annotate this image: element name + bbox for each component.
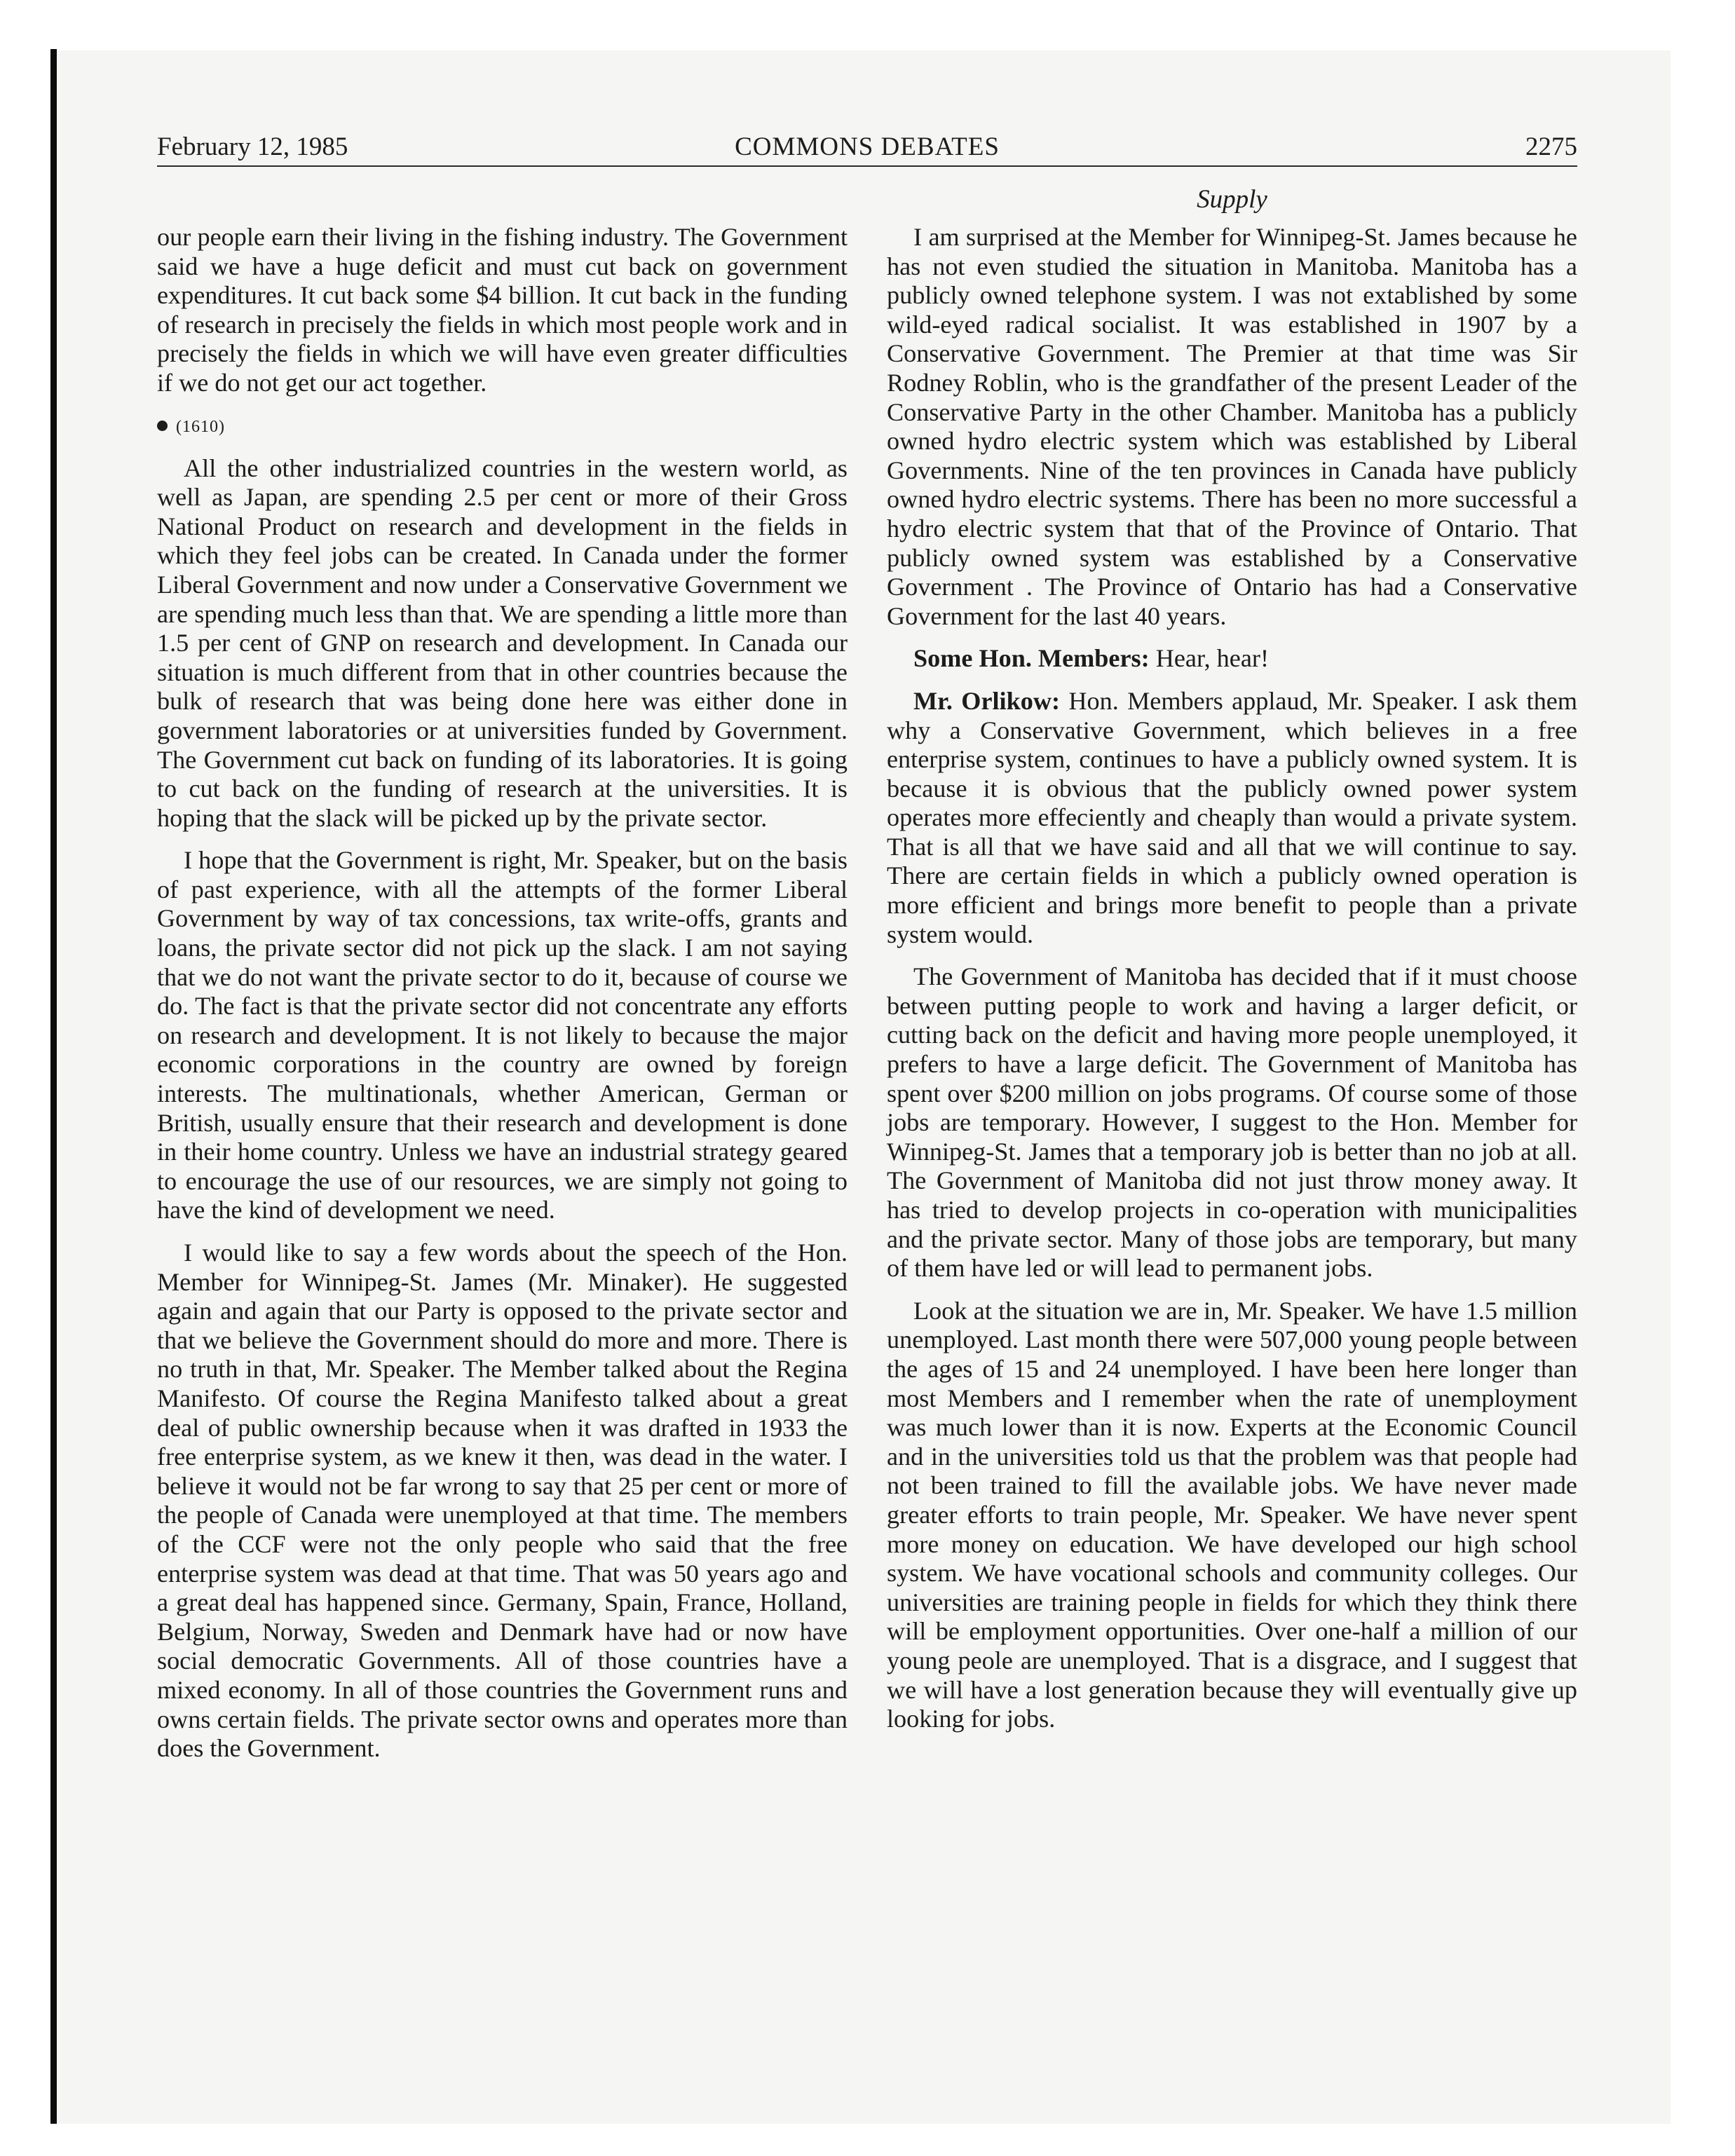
page-number: 2275 bbox=[1525, 132, 1577, 161]
section-heading: Supply bbox=[1197, 185, 1267, 214]
paragraph: All the other industrialized countries in the western world, as well as Japan, are spending 2.5 per cent or more of their Gross National Product on research and development in the fields in which they feel jobs can be created. In Canada under the former Liberal Government and now under a Conservative Government we are spending much less than that. We are spending a little more than 1.5 per cent of GNP on research and development. In Canada our situation is much different from that in other countries because the bulk of research that was being done here was either done in government laboratories or at universities funded by Government. The Government cut back on funding of its laboratories. It is going to cut back on the funding of research at the universities. It is hoping that the slack will be picked up by the private sector. bbox=[157, 453, 848, 832]
page-header bbox=[157, 132, 1577, 165]
bullet-icon bbox=[157, 421, 168, 431]
paragraph: I hope that the Government is right, Mr. Speaker, but on the basis of past experience, with all the attempts of the former Liberal Government by way of tax concessions, tax write-offs, grants and loans, the private sector did not pick up the slack. I am not saying that we do not want the private sector to do it, because of course we do. The fact is that the private sector did not concentrate any efforts on research and development. It is not likely to because the major economic corporations in the country are owned by foreign interests. The multinationals, whether American, German or British, usually ensure that their research and development is done in their home country. Unless we have an industrial strategy geared to encourage the use of our resources, we are simply not going to have the kind of development we need. bbox=[157, 846, 848, 1224]
interjection-text: Hear, hear! bbox=[1155, 644, 1270, 673]
time-marker bbox=[157, 416, 848, 437]
left-column bbox=[157, 223, 848, 1777]
paragraph: The Government of Manitoba has decided that if it must choose between putting people to work and having a larger deficit, or cutting back on the deficit and having more people unemployed, it prefers to have a large deficit. The Government of Manitoba has spent over $200 million on jobs programs. Of course some of those jobs are temporary. However, I suggest to the Hon. Member for Winnipeg-St. James that a temporary job is better than no job at all. The Government of Manitoba did not just throw money away. It has tried to develop projects in co-operation with municipalities and the private sector. Many of those jobs are temporary, but many of them have led or will lead to permanent jobs. bbox=[887, 962, 1577, 1283]
scan-edge bbox=[50, 49, 57, 2124]
speaker-name: Mr. Orlikow: bbox=[913, 686, 1061, 715]
header-date: February 12, 1985 bbox=[157, 132, 348, 161]
paragraph: our people earn their living in the fishing industry. The Government said we have a huge deficit and must cut back on government expenditures. It cut back some $4 billion. It cut back in the funding of research in precisely the fields in which most people work and in precisely the fields in which we will have even greater difficulties if we do not get our act together. bbox=[157, 223, 848, 397]
speech-text: Hon. Members applaud, Mr. Speaker. I ask them why a Conservative Government, which believes in a free enterprise system, continues to have a publicly owned system. It is because it is obvious that the publicly owned power system operates more effeciently and cheaply than would a private system. That is all that we have said and all that we will continue to say. There are certain fields in which a publicly owned operation is more efficient and brings more benefit to people than a private system would. bbox=[887, 686, 1577, 948]
paragraph: Look at the situation we are in, Mr. Speaker. We have 1.5 million unemployed. Last month there were 507,000 young people between the ages of 15 and 24 unemployed. I have been here longer than most Members and I remember when the rate of unemployment was much lower than it is now. Experts at the Economic Council and in the universities told us that the problem was that people had not been trained to fill the available jobs. We have never made greater efforts to train people, Mr. Speaker. We have never spent more money on education. We have developed our high school system. We have vocational schools and community colleges. Our universities are training people in fields for which they think there will be employment opportunities. Over one-half a million of our young peole are unemployed. That is a disgrace, and I suggest that we will have a lost generation because they will eventually give up looking for jobs. bbox=[887, 1296, 1577, 1733]
speaker-name: Some Hon. Members: bbox=[913, 644, 1150, 673]
header-rule bbox=[157, 165, 1577, 167]
paragraph: I am surprised at the Member for Winnipeg-St. James because he has not even studied the situation in Manitoba. Manitoba has a publicly owned telephone system. I was not extablished by some wild-eyed radical socialist. It was established in 1907 by a Conservative Government. The Premier at that time was Sir Rodney Roblin, who is the grandfather of the present Leader of the Conservative Party in the other Chamber. Manitoba has a publicly owned hydro electric system which was established by Liberal Governments. Nine of the ten provinces in Canada have publicly owned hydro electric systems. There has been no more successful a hydro electric system that that of the Province of Ontario. That publicly owned system was established by a Conservative Government . The Province of Ontario has had a Conservative Government for the last 40 years. bbox=[887, 223, 1577, 630]
header-title: COMMONS DEBATES bbox=[735, 132, 1000, 161]
speech bbox=[887, 687, 1577, 949]
interjection bbox=[887, 644, 1577, 674]
time-marker-text: (1610) bbox=[176, 417, 225, 436]
paragraph: I would like to say a few words about the speech of the Hon. Member for Winnipeg-St. James (Mr. Minaker). He suggested again and again that our Party is opposed to the private sector and that we believe the Government should do more and more. There is no truth in that, Mr. Speaker. The Member talked about the Regina Manifesto. Of course the Regina Manifesto talked about a great deal of public ownership because when it was drafted in 1933 the free enterprise system, as we knew it then, was dead in the water. I believe it would not be far wrong to say that 25 per cent or more of the people of Canada were unemployed at that time. The members of the CCF were not the only people who said that the free enterprise system was dead at that time. That was 50 years ago and a great deal has happened since. Germany, Spain, France, Holland, Belgium, Norway, Sweden and Denmark have had or now have social democratic Governments. All of those countries have a mixed economy. In all of those countries the Government runs and owns certain fields. The private sector owns and operates more than does the Government. bbox=[157, 1239, 848, 1763]
right-column bbox=[887, 223, 1577, 1747]
